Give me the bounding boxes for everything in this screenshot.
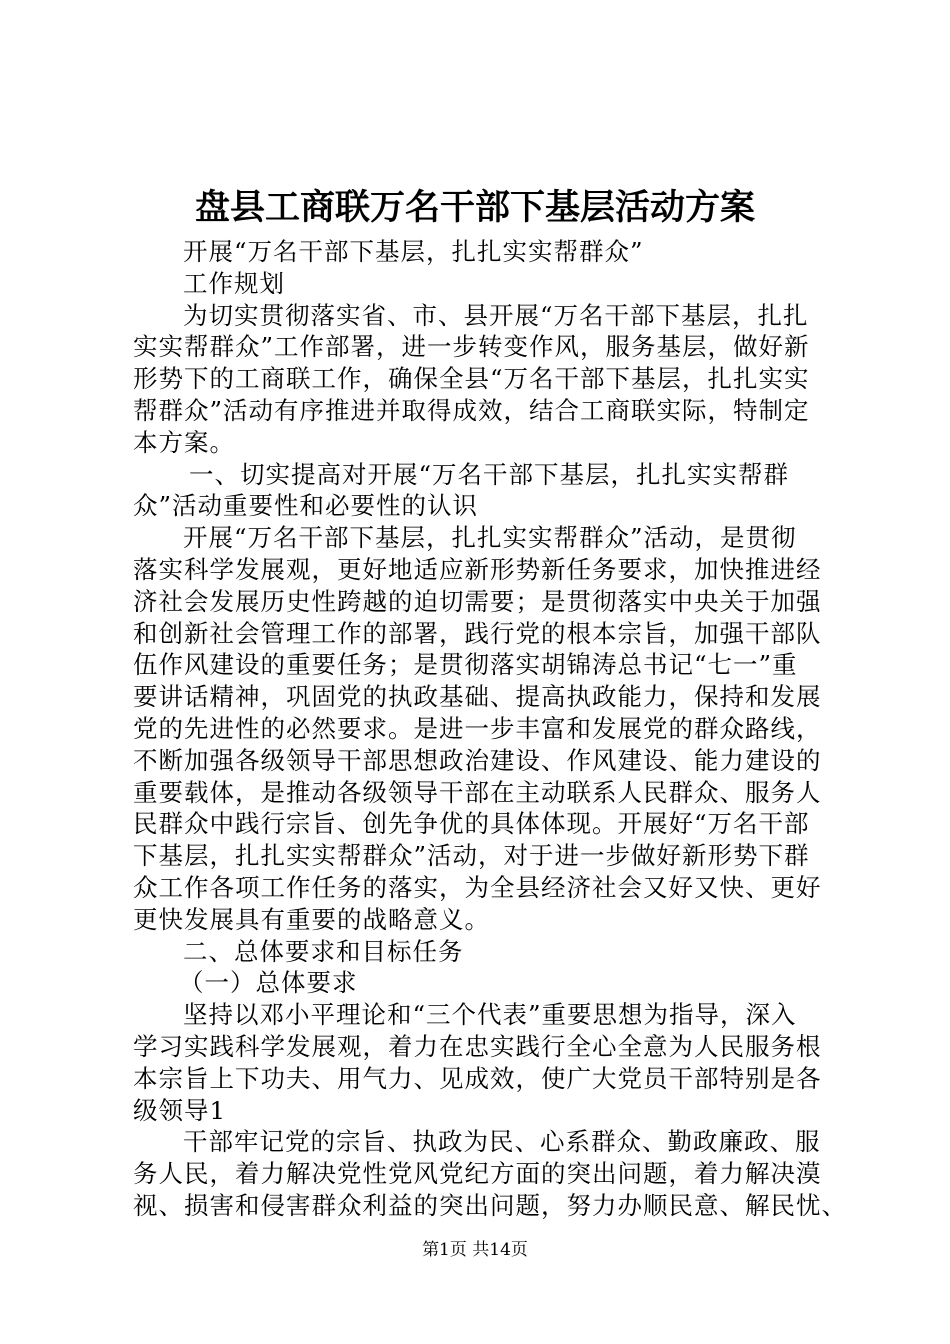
body-line: 级领导1: [133, 1095, 227, 1125]
body-line: 下基层，扎扎实实帮群众”活动，对于进一步做好新形势下群: [133, 841, 810, 871]
body-line: 重要载体，是推动各级领导干部在主动联系人民群众、服务人: [133, 777, 822, 807]
body-line: 不断加强各级领导干部思想政治建设、作风建设、能力建设的: [133, 745, 822, 775]
body-line: 务人民，着力解决党性党风党纪方面的突出问题，着力解决漠: [133, 1159, 822, 1189]
body-line: 济社会发展历史性跨越的迫切需要；是贯彻落实中央关于加强: [133, 586, 822, 616]
body-line: 本宗旨上下功夫、用气力、见成效，使广大党员干部特别是各: [133, 1063, 822, 1093]
section-heading: 众”活动重要性和必要性的认识: [133, 491, 479, 521]
body-line: 干部牢记党的宗旨、执政为民、心系群众、勤政廉政、服: [183, 1127, 821, 1157]
body-line: 形势下的工商联工作，确保全县“万名干部下基层，扎扎实实: [133, 364, 810, 394]
body-line: 开展“万名干部下基层，扎扎实实帮群众”: [183, 237, 644, 266]
body-line: 学习实践科学发展观，着力在忠实践行全心全意为人民服务根: [133, 1031, 822, 1061]
section-heading: 二、总体要求和目标任务: [183, 936, 464, 966]
body-line: 工作规划: [183, 268, 285, 298]
page-number-footer: 第1页 共14页: [422, 1240, 528, 1260]
body-line: 开展“万名干部下基层，扎扎实实帮群众”活动，是贯彻: [183, 523, 797, 553]
body-line: 为切实贯彻落实省、市、县开展“万名干部下基层，扎扎: [183, 300, 809, 330]
section-heading: 一、切实提高对开展“万名干部下基层，扎扎实实帮群: [189, 459, 790, 489]
body-line: 坚持以邓小平理论和“三个代表”重要思想为指导，深入: [183, 1000, 797, 1030]
body-line: 党的先进性的必然要求。是进一步丰富和发展党的群众路线，: [133, 713, 822, 743]
body-line: 落实科学发展观，更好地适应新形势新任务要求，加快推进经: [133, 554, 822, 584]
body-line: 伍作风建设的重要任务；是贯彻落实胡锦涛总书记“七一”重: [133, 650, 798, 680]
document-body: [133, 236, 847, 1222]
body-line: 更快发展具有重要的战略意义。: [133, 904, 490, 934]
body-line: 本方案。: [133, 427, 235, 457]
body-line: 帮群众”活动有序推进并取得成效，结合工商联实际，特制定: [133, 395, 810, 425]
body-line: 视、损害和侵害群众利益的突出问题，努力办顺民意、解民忧、: [133, 1190, 847, 1220]
subsection-heading: （一）总体要求: [179, 968, 358, 998]
document-title: 盘县工商联万名干部下基层活动方案: [194, 187, 755, 228]
body-line: 民群众中践行宗旨、创先争优的具体体现。开展好“万名干部: [133, 809, 810, 839]
body-line: 实实帮群众”工作部署，进一步转变作风，服务基层，做好新: [133, 332, 810, 362]
body-line: 和创新社会管理工作的部署，践行党的根本宗旨，加强干部队: [133, 618, 822, 648]
body-line: 众工作各项工作任务的落实，为全县经济社会又好又快、更好: [133, 872, 822, 902]
body-line: 要讲话精神，巩固党的执政基础、提高执政能力，保持和发展: [133, 682, 822, 712]
